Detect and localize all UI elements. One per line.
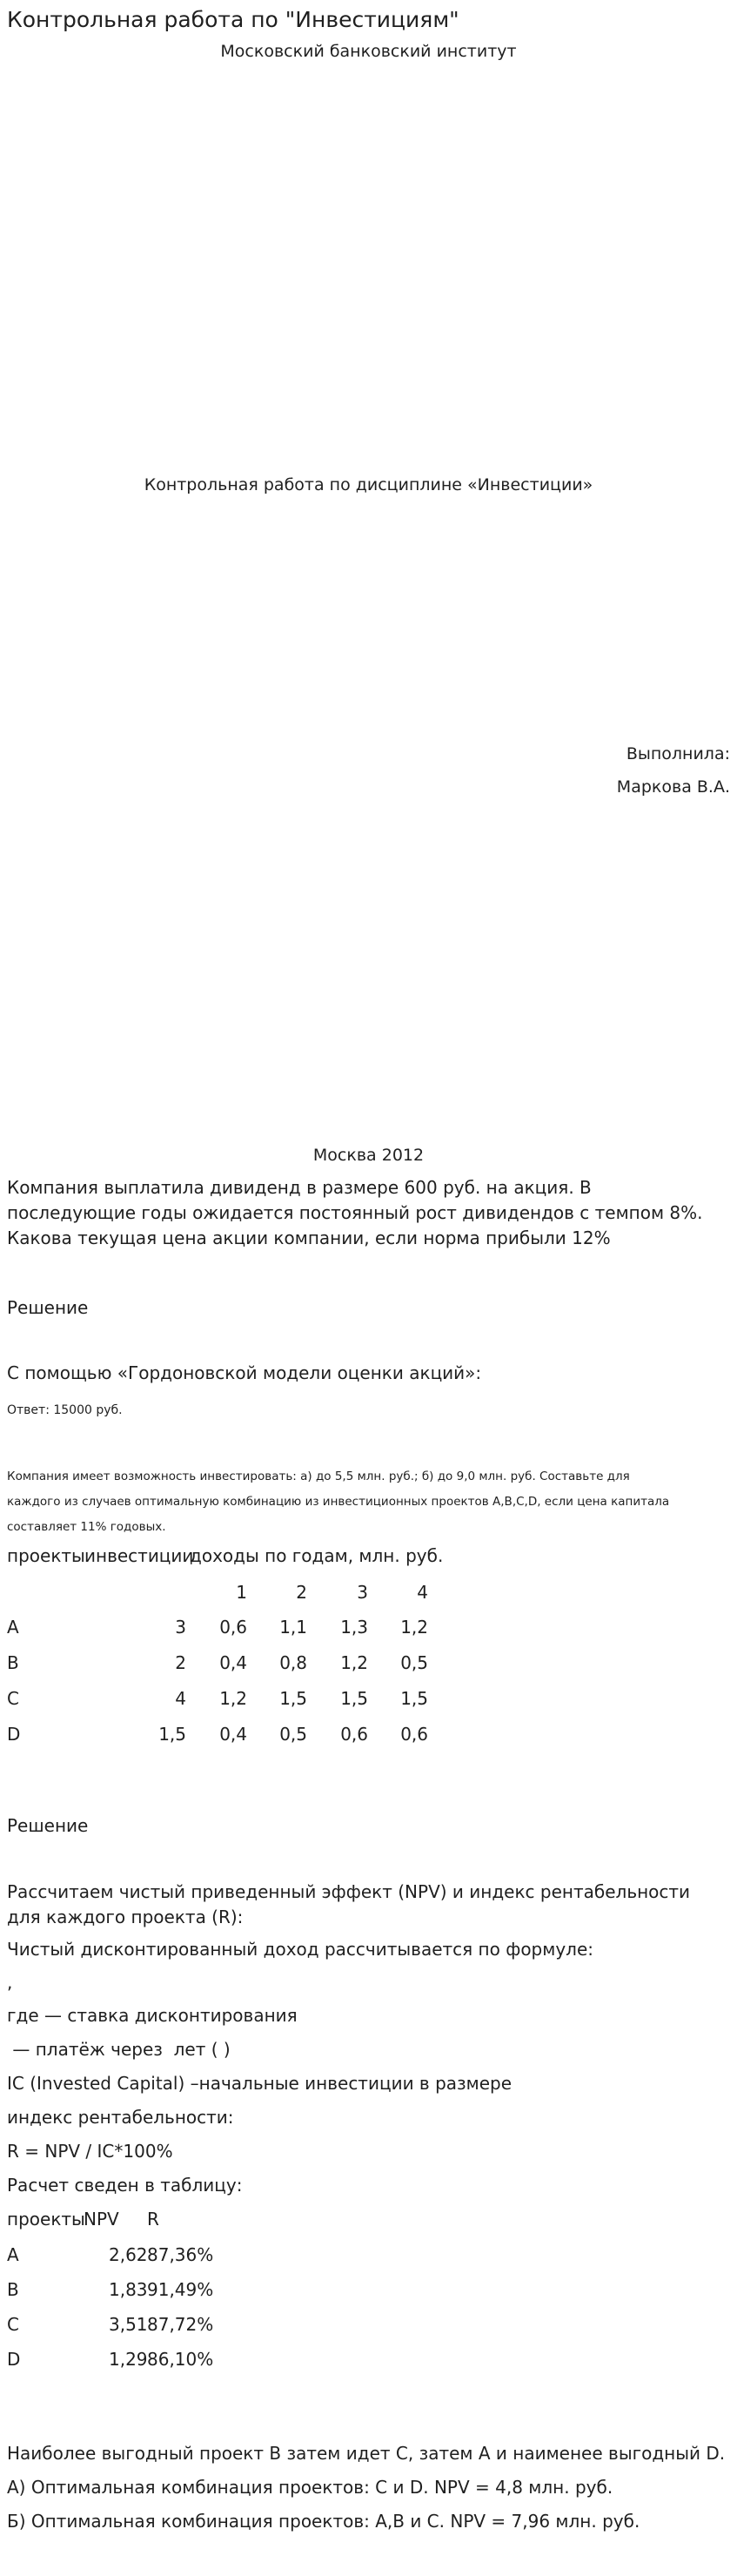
answer-a: А) Оптимальная комбинация проектов: C и D. NPV = 4,8 млн. руб.: [7, 2477, 613, 2498]
year-2: 2: [296, 1582, 307, 1603]
income-y1: 1,2: [219, 1688, 247, 1709]
index-label: индекс рентабельности:: [7, 2107, 234, 2128]
formula-comma: ,: [7, 1972, 13, 1993]
table-header-income: доходы по годам, млн. руб.: [190, 1545, 444, 1566]
income-y3: 1,5: [340, 1688, 368, 1709]
project-name: A: [7, 1617, 19, 1638]
income-y4: 1,5: [400, 1688, 428, 1709]
project-name: D: [7, 2349, 21, 2370]
where-line: где — ставка дисконтирования: [7, 2005, 298, 2026]
work-title: Контрольная работа по дисциплине «Инвестиции»: [144, 475, 593, 494]
table-header-investments: инвестиции: [84, 1545, 194, 1566]
project-name: C: [7, 1688, 19, 1709]
income-y2: 1,1: [279, 1617, 307, 1638]
city-year: Москва 2012: [312, 1146, 425, 1165]
task1-solution-label: Решение: [7, 1297, 89, 1318]
task2-text-line2: каждого из случаев оптимальную комбинацию из инвестиционных проектов A,B,C,D, если цена капитала: [7, 1495, 670, 1509]
institute-name: Московский банковский институт: [220, 42, 517, 61]
performed-label: Выполнила:: [626, 744, 730, 763]
r-value: 86,10%: [147, 2349, 214, 2370]
npv-value: 3,51: [109, 2314, 148, 2335]
r-value: 87,72%: [147, 2314, 214, 2335]
income-y1: 0,6: [219, 1617, 247, 1638]
conclusion: Наиболее выгодный проект В затем идет С, затем А и наименее выгодный D.: [7, 2443, 726, 2464]
income-y2: 0,8: [279, 1652, 307, 1673]
task2-text-line3: составляет 11% годовых.: [7, 1520, 166, 1534]
r-value: 87,36%: [147, 2244, 214, 2265]
investment-value: 2: [175, 1652, 186, 1673]
task2-solution-label: Решение: [7, 1815, 89, 1836]
investment-value: 4: [175, 1688, 186, 1709]
table-header-npv: NPV: [84, 2209, 119, 2230]
income-y1: 0,4: [219, 1652, 247, 1673]
answer-b: Б) Оптимальная комбинация проектов: A,B и C. NPV = 7,96 млн. руб.: [7, 2511, 640, 2532]
npv-formula-intro: Чистый дисконтированный доход рассчитывается по формуле:: [7, 1939, 593, 1960]
npv-value: 1,29: [109, 2349, 148, 2370]
project-name: D: [7, 1724, 21, 1745]
r-formula: R = NPV / IC*100%: [7, 2141, 173, 2162]
table-header-projects: проекты: [7, 1545, 85, 1566]
task2-text-line1: Компания имеет возможность инвестировать: а) до 5,5 млн. руб.; б) до 9,0 млн. руб. Составьте для: [7, 1470, 630, 1483]
table-header-projects: проекты: [7, 2209, 85, 2230]
income-y4: 0,5: [400, 1652, 428, 1673]
task1-answer: Ответ: 15000 руб.: [7, 1403, 123, 1417]
investment-value: 3: [175, 1617, 186, 1638]
npv-value: 1,83: [109, 2279, 148, 2300]
page-title: Контрольная работа по "Инвестициям": [7, 7, 459, 32]
table-intro: Расчет сведен в таблицу:: [7, 2175, 243, 2196]
calc-intro: Рассчитаем чистый приведенный эффект (NPV) и индекс рентабельности для каждого проекта (R):: [7, 1881, 691, 1927]
r-value: 91,49%: [147, 2279, 214, 2300]
project-name: B: [7, 2279, 19, 2300]
income-y4: 0,6: [400, 1724, 428, 1745]
income-y3: 1,3: [340, 1617, 368, 1638]
investment-value: 1,5: [158, 1724, 186, 1745]
project-name: A: [7, 2244, 19, 2265]
income-y1: 0,4: [219, 1724, 247, 1745]
payment-line: — платёж через лет ( ): [7, 2039, 231, 2060]
year-3: 3: [357, 1582, 368, 1603]
author-name: Маркова В.А.: [616, 777, 730, 797]
year-1: 1: [236, 1582, 247, 1603]
income-y2: 1,5: [279, 1688, 307, 1709]
task1-text: Компания выплатила дивиденд в размере 600 руб. на акция. В последующие годы ожидается постоянный рост дивидендов с темпом 8%. Какова текущая цена акции компании, если норма прибыли 12%: [7, 1177, 703, 1248]
ic-line: IC (Invested Capital) –начальные инвестиции в размере: [7, 2073, 513, 2094]
year-4: 4: [417, 1582, 428, 1603]
task1-method: С помощью «Гордоновской модели оценки акций»:: [7, 1362, 482, 1383]
income-y3: 0,6: [340, 1724, 368, 1745]
table-header-r: R: [147, 2209, 159, 2230]
project-name: C: [7, 2314, 19, 2335]
income-y2: 0,5: [279, 1724, 307, 1745]
project-name: B: [7, 1652, 19, 1673]
npv-value: 2,62: [109, 2244, 148, 2265]
income-y3: 1,2: [340, 1652, 368, 1673]
income-y4: 1,2: [400, 1617, 428, 1638]
